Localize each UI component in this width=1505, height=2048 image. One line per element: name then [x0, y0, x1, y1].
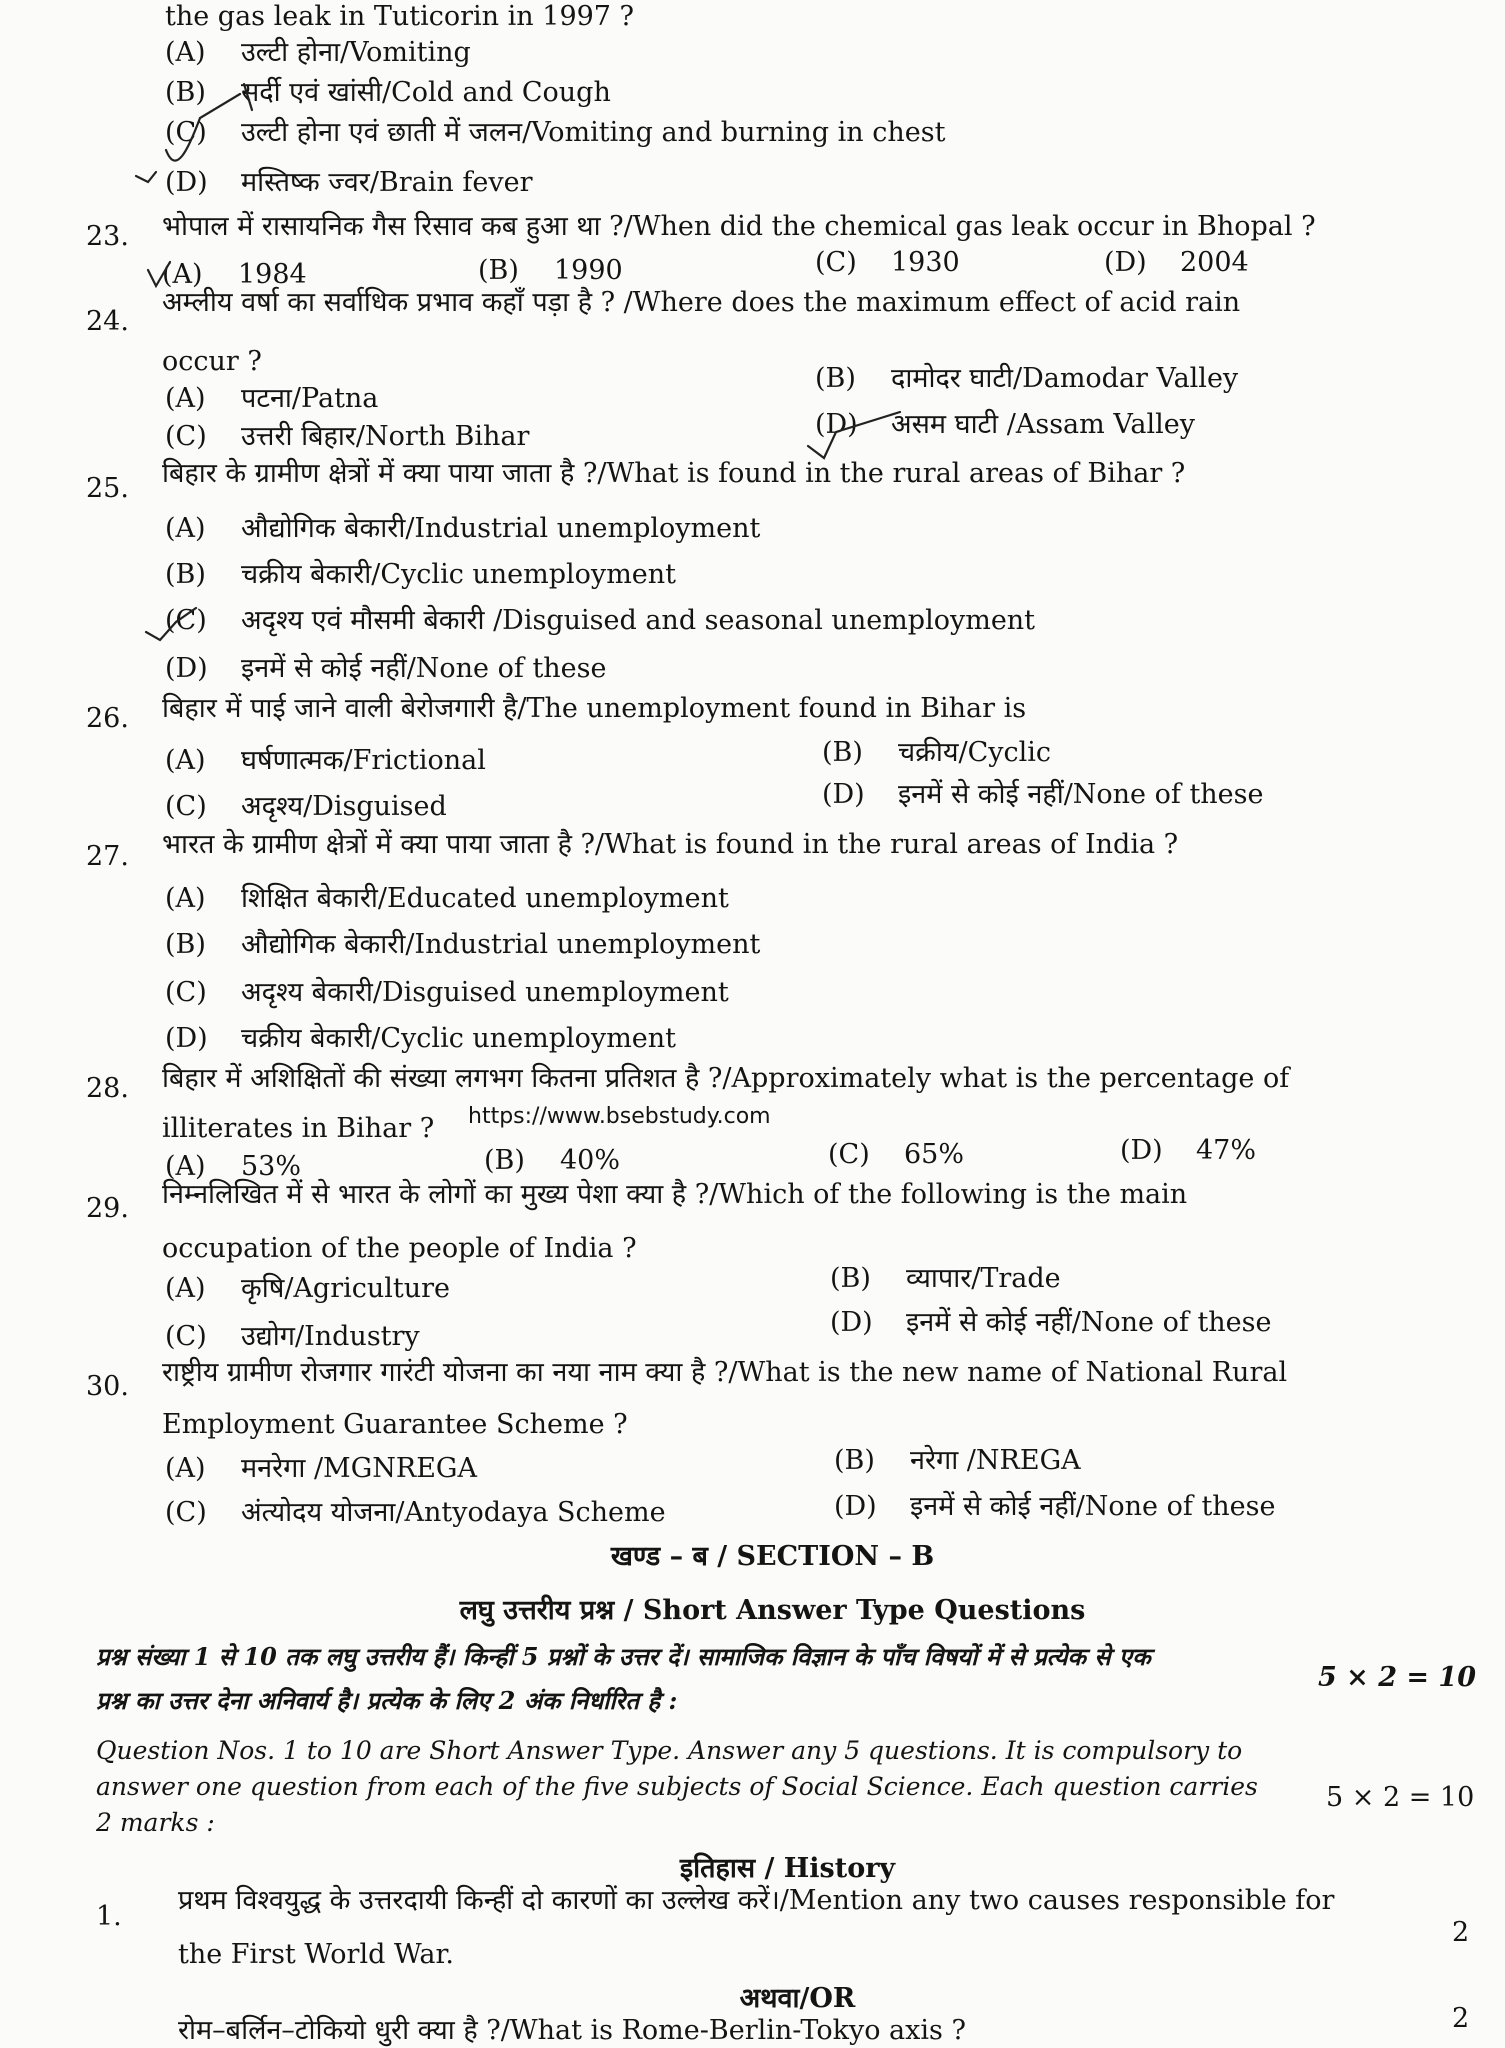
- tick-mark-q22-d: [136, 172, 156, 182]
- q29-number: 29.: [86, 1193, 129, 1224]
- option-label: (B): [834, 1445, 875, 1476]
- q28-option-b: [484, 1144, 620, 1178]
- option-label: (B): [815, 363, 856, 394]
- q29-option-b: [830, 1262, 1061, 1296]
- option-text: इनमें से कोई नहीं/None of these: [241, 653, 607, 684]
- option-text: अदृश्य बेकारी/Disguised unemployment: [241, 977, 729, 1008]
- q23-option-b: [478, 254, 623, 288]
- option-label: (C): [165, 605, 207, 636]
- history-q1-or-marks: 2: [1452, 2003, 1470, 2034]
- option-label: (A): [162, 259, 203, 290]
- option-text: उद्योग/Industry: [241, 1321, 420, 1352]
- option-label: (B): [830, 1263, 871, 1294]
- q28-text-line1: बिहार में अशिक्षितों की संख्या लगभग कितना प्रतिशत है ?/Approximately what is the percentage of: [162, 1063, 1290, 1094]
- watermark-url: https://www.bsebstudy.com: [468, 1104, 771, 1129]
- option-label: (B): [478, 255, 519, 286]
- option-text: दामोदर घाटी/Damodar Valley: [891, 363, 1239, 394]
- q30-number: 30.: [86, 1371, 129, 1402]
- option-label: (D): [165, 1023, 208, 1054]
- q27-option-d: [165, 1022, 676, 1056]
- q22-option-c: [165, 116, 945, 150]
- option-text: सर्दी एवं खांसी/Cold and Cough: [241, 77, 611, 108]
- q28-option-d: [1120, 1134, 1256, 1168]
- history-q1-line2: the First World War.: [178, 1939, 454, 1970]
- q27-number: 27.: [86, 841, 129, 872]
- q27-option-b: [165, 928, 760, 962]
- option-label: (C): [165, 1321, 207, 1352]
- q25-number: 25.: [86, 473, 129, 504]
- or-divider: अथवा/OR: [739, 1983, 856, 2014]
- option-text: उल्टी होना/Vomiting: [241, 37, 471, 68]
- option-text: उल्टी होना एवं छाती में जलन/Vomiting and burning in chest: [241, 117, 946, 148]
- marks-total-hindi: 5 × 2 = 10: [1318, 1662, 1476, 1693]
- q30-option-a: [165, 1452, 477, 1486]
- option-text: 53%: [241, 1151, 302, 1182]
- option-label: (D): [1104, 247, 1147, 278]
- q27-text: भारत के ग्रामीण क्षेत्रों में क्या पाया जाता है ?/What is found in the rural areas of India ?: [162, 829, 1179, 860]
- q23-text: भोपाल में रासायनिक गैस रिसाव कब हुआ था ?/When did the chemical gas leak occur in Bhopal ?: [162, 211, 1316, 242]
- option-text: 40%: [560, 1145, 621, 1176]
- option-label: (D): [834, 1491, 877, 1522]
- option-label: (D): [815, 409, 858, 440]
- option-text: 47%: [1196, 1135, 1257, 1166]
- history-heading: इतिहास / History: [679, 1853, 896, 1884]
- q23-option-c: [815, 246, 960, 280]
- q25-option-b: [165, 558, 676, 592]
- english-instruction-line2: answer one question from each of the five subjects of Social Science. Each question carries: [96, 1772, 1258, 1801]
- option-text: घर्षणात्मक/Frictional: [241, 745, 486, 776]
- option-label: (C): [165, 1497, 207, 1528]
- option-text: चक्रीय बेकारी/Cyclic unemployment: [241, 1023, 677, 1054]
- option-label: (C): [815, 247, 857, 278]
- option-text: नरेगा /NREGA: [910, 1445, 1081, 1476]
- q26-option-b: [822, 736, 1051, 770]
- option-text: इनमें से कोई नहीं/None of these: [906, 1307, 1272, 1338]
- history-q1-or-question: रोम–बर्लिन–टोकियो धुरी क्या है ?/What is Rome-Berlin-Tokyo axis ?: [178, 2015, 966, 2046]
- option-label: (D): [830, 1307, 873, 1338]
- q22-option-d: [165, 166, 533, 200]
- q24-option-b: [815, 362, 1238, 396]
- q24-option-c: [165, 420, 529, 454]
- option-label: (A): [165, 513, 206, 544]
- q29-option-a: [165, 1272, 450, 1306]
- q26-text: बिहार में पाई जाने वाली बेरोजगारी है/The unemployment found in Bihar is: [162, 693, 1027, 724]
- option-text: अदृश्य एवं मौसमी बेकारी /Disguised and seasonal unemployment: [241, 605, 1036, 636]
- q24-text-line2: occur ?: [162, 346, 262, 377]
- option-label: (C): [165, 977, 207, 1008]
- option-text: 1930: [891, 247, 960, 278]
- q22-option-a: [165, 36, 471, 70]
- option-text: 65%: [904, 1139, 965, 1170]
- option-text: उत्तरी बिहार/North Bihar: [241, 421, 530, 452]
- option-label: (A): [165, 745, 206, 776]
- q30-option-b: [834, 1444, 1081, 1478]
- option-text: असम घाटी /Assam Valley: [891, 409, 1195, 440]
- q29-option-c: [165, 1320, 420, 1354]
- option-label: (A): [165, 1151, 206, 1182]
- option-text: मस्तिष्क ज्वर/Brain fever: [241, 167, 533, 198]
- q30-option-c: [165, 1496, 666, 1530]
- option-label: (A): [165, 1453, 206, 1484]
- q24-number: 24.: [86, 306, 129, 337]
- q28-option-c: [828, 1138, 964, 1172]
- q28-number: 28.: [86, 1073, 129, 1104]
- q22-text-tail: the gas leak in Tuticorin in 1997 ?: [165, 1, 635, 32]
- q24-option-a: [165, 382, 378, 416]
- q23-option-d: [1104, 246, 1249, 280]
- option-text: औद्योगिक बेकारी/Industrial unemployment: [241, 513, 761, 544]
- option-label: (D): [165, 167, 208, 198]
- q26-option-d: [822, 778, 1264, 812]
- q30-text-line1: राष्ट्रीय ग्रामीण रोजगार गारंटी योजना का नया नाम क्या है ?/What is the new name of National Rural: [162, 1357, 1288, 1388]
- option-label: (C): [165, 117, 207, 148]
- q30-option-d: [834, 1490, 1276, 1524]
- option-text: चक्रीय/Cyclic: [898, 737, 1052, 768]
- option-label: (D): [822, 779, 865, 810]
- option-label: (B): [484, 1145, 525, 1176]
- q29-text-line1: निम्नलिखित में से भारत के लोगों का मुख्य पेशा क्या है ?/Which of the following is the main: [162, 1179, 1188, 1210]
- option-label: (C): [828, 1139, 870, 1170]
- q25-option-d: [165, 652, 607, 686]
- option-text: अदृश्य/Disguised: [241, 791, 447, 822]
- q22-option-b: [165, 76, 611, 110]
- english-instruction-line3: 2 marks :: [96, 1808, 215, 1837]
- option-text: 1984: [238, 259, 307, 290]
- hindi-instruction-line1: प्रश्न संख्या 1 से 10 तक लघु उत्तरीय हैं। किन्हीं 5 प्रश्नों के उत्तर दें। सामाजिक विज्ञान के पाँच विषयों में से प्रत्येक से एक: [96, 1642, 1151, 1671]
- option-label: (B): [165, 77, 206, 108]
- option-text: शिक्षित बेकारी/Educated unemployment: [241, 883, 729, 914]
- english-instruction-line1: Question Nos. 1 to 10 are Short Answer Type. Answer any 5 questions. It is compulsory to: [96, 1736, 1243, 1765]
- q25-option-a: [165, 512, 760, 546]
- q29-option-d: [830, 1306, 1272, 1340]
- option-text: चक्रीय बेकारी/Cyclic unemployment: [241, 559, 677, 590]
- option-text: व्यापार/Trade: [906, 1263, 1061, 1294]
- q27-option-c: [165, 976, 729, 1010]
- option-label: (D): [165, 653, 208, 684]
- q26-option-c: [165, 790, 447, 824]
- option-text: इनमें से कोई नहीं/None of these: [898, 779, 1264, 810]
- option-text: कृषि/Agriculture: [241, 1273, 451, 1304]
- option-label: (A): [165, 883, 206, 914]
- q23-number: 23.: [86, 221, 129, 252]
- q25-text: बिहार के ग्रामीण क्षेत्रों में क्या पाया जाता है ?/What is found in the rural areas of Bihar ?: [162, 458, 1186, 489]
- option-label: (B): [165, 559, 206, 590]
- option-label: (A): [165, 383, 206, 414]
- section-b-heading: खण्ड – ब / SECTION – B: [610, 1541, 935, 1572]
- option-text: 2004: [1180, 247, 1249, 278]
- option-text: अंत्योदय योजना/Antyodaya Scheme: [241, 1497, 666, 1528]
- q26-option-a: [165, 744, 486, 778]
- marks-total-english: 5 × 2 = 10: [1326, 1782, 1475, 1813]
- option-text: इनमें से कोई नहीं/None of these: [910, 1491, 1276, 1522]
- option-label: (B): [822, 737, 863, 768]
- q24-text-line1: अम्लीय वर्षा का सर्वाधिक प्रभाव कहाँ पड़ा है ? /Where does the maximum effect of acid rain: [162, 287, 1241, 318]
- option-label: (D): [1120, 1135, 1163, 1166]
- q25-option-c: [165, 604, 1035, 638]
- option-text: मनरेगा /MGNREGA: [241, 1453, 477, 1484]
- option-text: 1990: [554, 255, 623, 286]
- history-q1-line1: प्रथम विश्वयुद्ध के उत्तरदायी किन्हीं दो कारणों का उल्लेख करें।/Mention any two causes responsible for: [178, 1885, 1335, 1916]
- q24-option-d: [815, 408, 1195, 442]
- option-text: पटना/Patna: [241, 383, 379, 414]
- q27-option-a: [165, 882, 729, 916]
- q29-text-line2: occupation of the people of India ?: [162, 1233, 637, 1264]
- history-q1-marks: 2: [1452, 1917, 1470, 1948]
- q30-text-line2: Employment Guarantee Scheme ?: [162, 1409, 628, 1440]
- option-label: (A): [165, 37, 206, 68]
- hindi-instruction-line2: प्रश्न का उत्तर देना अनिवार्य है। प्रत्येक के लिए 2 अंक निर्धारित है :: [96, 1686, 678, 1715]
- option-label: (B): [165, 929, 206, 960]
- option-label: (C): [165, 421, 207, 452]
- history-q1-number: 1.: [96, 1901, 122, 1932]
- q28-text-line2: illiterates in Bihar ?: [162, 1113, 435, 1144]
- option-label: (C): [165, 791, 207, 822]
- option-label: (A): [165, 1273, 206, 1304]
- q26-number: 26.: [86, 703, 129, 734]
- section-b-subheading: लघु उत्तरीय प्रश्न / Short Answer Type Questions: [459, 1595, 1086, 1626]
- option-text: औद्योगिक बेकारी/Industrial unemployment: [241, 929, 761, 960]
